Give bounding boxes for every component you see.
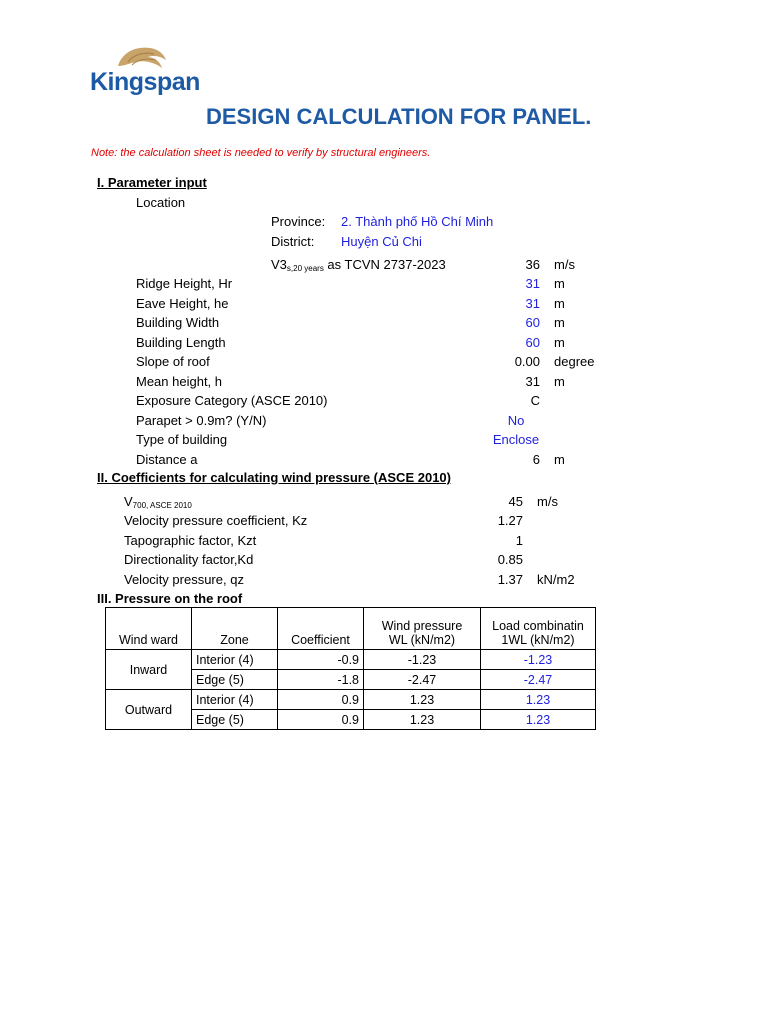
param-label: Building Width bbox=[136, 315, 220, 330]
header-load-combination bbox=[481, 608, 596, 650]
param-label: Building Length bbox=[136, 334, 226, 350]
header-zone: Zone bbox=[192, 608, 278, 650]
note-text: Note: the calculation sheet is needed to verify by structural engineers. bbox=[91, 147, 431, 159]
param-label: Distance a bbox=[136, 451, 198, 467]
logo-wordmark: Kingspan bbox=[90, 68, 200, 96]
header-load-comb-line1: Load combinatin bbox=[492, 619, 584, 633]
param-value[interactable]: 60 bbox=[525, 334, 540, 350]
param-unit: m bbox=[554, 315, 565, 330]
section-parameter-input-heading: I. Parameter input bbox=[97, 175, 207, 190]
wind-pressure-cell: 1.23 bbox=[364, 690, 481, 710]
coefficient-cell: 0.9 bbox=[278, 710, 364, 730]
district-value[interactable]: Huyện Củ Chi bbox=[341, 234, 422, 249]
kingspan-logo bbox=[90, 42, 200, 98]
section-coefficients-heading: II. Coefficients for calculating wind pressure (ASCE 2010) bbox=[97, 470, 451, 485]
province-label: Province: bbox=[271, 214, 326, 229]
coefficient-value: 0.85 bbox=[497, 552, 523, 567]
wind-ward-cell: Outward bbox=[106, 690, 192, 730]
header-wind-pressure-line1: Wind pressure bbox=[381, 619, 463, 633]
param-label: Type of building bbox=[136, 432, 228, 447]
v700-unit: m/s bbox=[537, 494, 558, 509]
wind-pressure-cell: -2.47 bbox=[364, 670, 481, 690]
v3-value: 36 bbox=[525, 257, 540, 272]
param-label: Mean height, h bbox=[136, 373, 223, 389]
wind-pressure-cell: 1.23 bbox=[364, 710, 481, 730]
param-unit: m bbox=[554, 276, 565, 291]
load-combination-cell: 1.23 bbox=[481, 710, 596, 730]
v3-sub: s,20 years bbox=[286, 264, 324, 273]
zone-cell: Edge (5) bbox=[192, 670, 278, 690]
param-label: Eave Height, he bbox=[136, 295, 229, 311]
param-value[interactable]: 31 bbox=[525, 295, 540, 311]
pressure-table bbox=[105, 607, 596, 730]
coefficient-label: Directionality factor,Kd bbox=[124, 552, 254, 567]
v3-label bbox=[271, 257, 446, 273]
table-header-row bbox=[106, 608, 596, 650]
coefficient-label: Velocity pressure, qz bbox=[124, 571, 244, 587]
coefficient-cell: 0.9 bbox=[278, 690, 364, 710]
header-wind-ward: Wind ward bbox=[106, 608, 192, 650]
header-load-comb-line2: 1WL (kN/m2) bbox=[501, 633, 575, 647]
param-label: Ridge Height, Hr bbox=[136, 276, 233, 291]
param-unit: degree bbox=[554, 354, 595, 369]
param-unit: m bbox=[554, 373, 565, 389]
param-unit: m bbox=[554, 295, 565, 311]
param-value[interactable]: 31 bbox=[525, 276, 540, 291]
district-label: District: bbox=[271, 234, 315, 249]
v700-value: 45 bbox=[508, 494, 523, 509]
param-value[interactable]: 60 bbox=[525, 315, 540, 330]
province-value[interactable]: 2. Thành phố Hồ Chí Minh bbox=[341, 214, 494, 229]
zone-cell: Interior (4) bbox=[192, 690, 278, 710]
page-title: DESIGN CALCULATION FOR PANEL. bbox=[206, 104, 592, 129]
coefficient-cell: -0.9 bbox=[278, 650, 364, 670]
coefficient-label: Tapographic factor, Kzt bbox=[124, 532, 257, 548]
v700-main: V bbox=[124, 494, 133, 509]
coefficient-label: Velocity pressure coefficient, Kz bbox=[124, 513, 308, 528]
wind-ward-cell: Inward bbox=[106, 650, 192, 690]
coefficient-value: 1.37 bbox=[497, 571, 523, 587]
wind-pressure-cell: -1.23 bbox=[364, 650, 481, 670]
coefficient-value: 1 bbox=[515, 532, 523, 548]
coefficient-unit: kN/m2 bbox=[537, 571, 575, 587]
v3-unit: m/s bbox=[554, 257, 575, 272]
param-value[interactable]: Enclose bbox=[492, 432, 540, 447]
load-combination-cell: -2.47 bbox=[481, 670, 596, 690]
table-row bbox=[106, 650, 596, 670]
param-label: Parapet > 0.9m? (Y/N) bbox=[136, 412, 267, 428]
param-label: Exposure Category (ASCE 2010) bbox=[136, 393, 328, 408]
table-row bbox=[106, 690, 596, 710]
param-value: 6 bbox=[532, 451, 540, 467]
param-unit: m bbox=[554, 451, 565, 467]
v3-main: V3 bbox=[271, 257, 287, 272]
header-wind-pressure bbox=[364, 608, 481, 650]
zone-cell: Edge (5) bbox=[192, 710, 278, 730]
param-value[interactable]: No bbox=[507, 412, 525, 428]
zone-cell: Interior (4) bbox=[192, 650, 278, 670]
param-label: Slope of roof bbox=[136, 354, 210, 369]
param-value: 31 bbox=[525, 373, 540, 389]
param-value: C bbox=[530, 393, 540, 408]
header-wind-pressure-line2: WL (kN/m2) bbox=[388, 633, 456, 647]
load-combination-cell: 1.23 bbox=[481, 690, 596, 710]
param-value: 0.00 bbox=[514, 354, 540, 369]
header-coefficient: Coefficient bbox=[278, 608, 364, 650]
load-combination-cell: -1.23 bbox=[481, 650, 596, 670]
v700-label bbox=[124, 494, 192, 510]
v700-sub: 700, ASCE 2010 bbox=[132, 501, 192, 510]
v3-tail: as TCVN 2737-2023 bbox=[323, 257, 446, 272]
coefficient-cell: -1.8 bbox=[278, 670, 364, 690]
param-unit: m bbox=[554, 334, 565, 350]
coefficient-value: 1.27 bbox=[497, 513, 523, 528]
section-pressure-heading: III. Pressure on the roof bbox=[97, 591, 243, 606]
location-label: Location bbox=[136, 195, 186, 210]
